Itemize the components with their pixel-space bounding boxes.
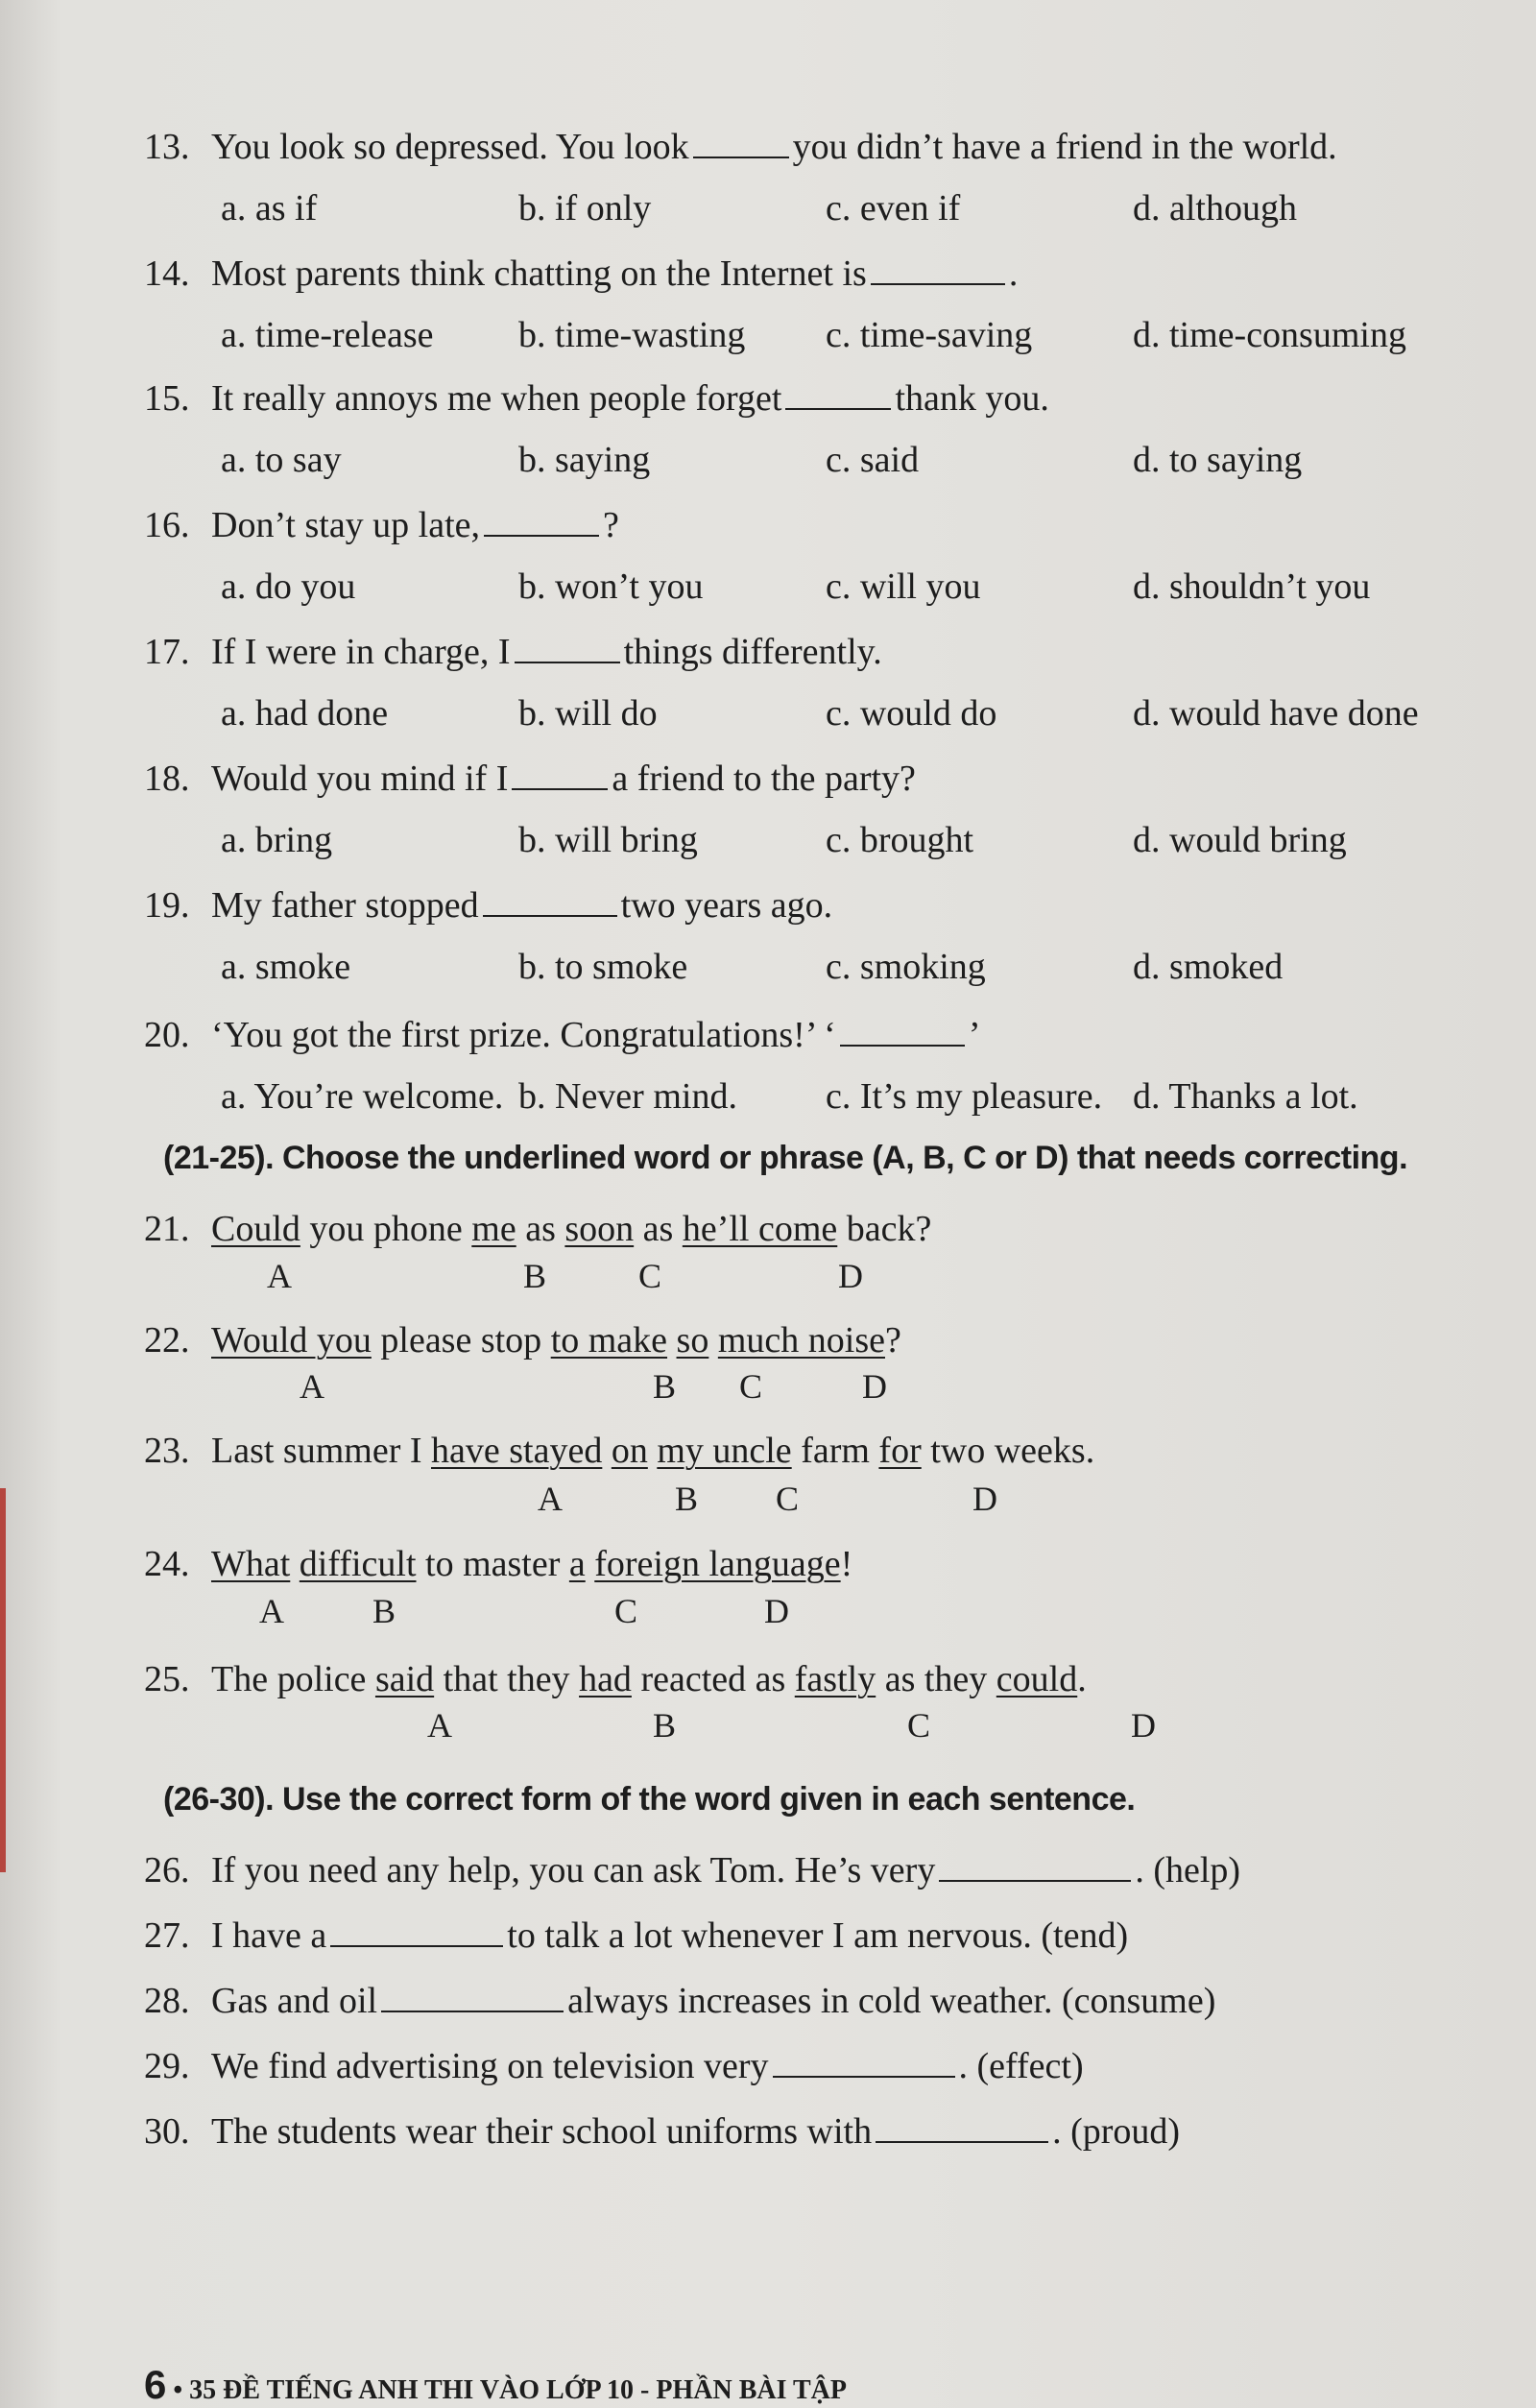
question-number: 27.	[144, 1915, 190, 1956]
option-b: b. saying	[518, 440, 651, 480]
text-part: ?	[884, 1320, 901, 1361]
option-a: a. bring	[221, 820, 333, 860]
text-part	[290, 1544, 300, 1584]
question-17	[144, 630, 882, 674]
text-part	[708, 1320, 718, 1361]
underlined-part-a: said	[374, 1659, 435, 1699]
question-19	[144, 883, 832, 927]
answer-blank	[871, 253, 1005, 285]
question-21	[144, 1207, 931, 1251]
text-part: as they	[876, 1659, 996, 1699]
option-d: d. although	[1133, 188, 1297, 229]
text-part: Last summer I	[211, 1431, 432, 1471]
option-d: d. would have done	[1133, 693, 1419, 734]
answer-blank	[512, 758, 608, 790]
option-a: a. time-release	[221, 315, 434, 355]
label-b: B	[653, 1367, 677, 1406]
underlined-part-a: have stayed	[431, 1431, 603, 1471]
option-a: a. as if	[221, 188, 318, 229]
question-number: 13.	[144, 127, 190, 167]
option-c: c. time-saving	[826, 315, 1033, 355]
option-c: c. brought	[826, 820, 974, 860]
question-number: 18.	[144, 759, 190, 799]
underlined-part-b: to make	[550, 1320, 668, 1361]
section-heading-21-25: (21-25). Choose the underlined word or phrase (A, B, C or D) that needs correcting.	[163, 1140, 1408, 1176]
question-24	[144, 1542, 852, 1586]
label-a: A	[427, 1706, 452, 1745]
underlined-part-c: so	[676, 1320, 709, 1361]
answer-blank	[876, 2110, 1048, 2143]
question-23	[144, 1429, 1094, 1473]
label-d: D	[764, 1592, 789, 1630]
text-part	[586, 1544, 595, 1584]
underlined-part-d: for	[878, 1431, 922, 1471]
option-c: c. will you	[826, 566, 981, 607]
question-28	[144, 1979, 1215, 2023]
text-part: .	[1077, 1659, 1087, 1699]
underlined-part-c: my uncle	[657, 1431, 792, 1471]
question-number: 19.	[144, 885, 190, 926]
option-a: a. smoke	[221, 947, 351, 987]
answer-blank	[484, 504, 599, 537]
label-c: C	[739, 1367, 763, 1406]
question-number: 14.	[144, 253, 190, 294]
question-30	[144, 2109, 1180, 2154]
underlined-part-c: soon	[564, 1209, 635, 1249]
answer-blank	[515, 631, 620, 663]
answer-blank	[840, 1014, 965, 1047]
label-a: A	[267, 1257, 292, 1295]
option-b: b. won’t you	[518, 566, 704, 607]
question-number: 28.	[144, 1981, 190, 2021]
label-d: D	[972, 1480, 997, 1518]
question-text: The students wear their school uniforms with	[211, 2111, 873, 2152]
label-a: A	[300, 1367, 324, 1406]
option-b: b. will do	[518, 693, 658, 734]
question-number: 25.	[144, 1659, 190, 1699]
label-d: D	[838, 1257, 863, 1295]
question-text: We find advertising on television very	[211, 2046, 769, 2086]
question-text: My father stopped	[211, 885, 479, 926]
section-heading-26-30: (26-30). Use the correct form of the word given in each sentence.	[163, 1781, 1136, 1818]
option-a: a. You’re welcome.	[221, 1076, 504, 1117]
underlined-part-a: Would you	[211, 1320, 372, 1361]
page-edge-mark	[0, 1488, 6, 1872]
question-number: 23.	[144, 1431, 190, 1471]
question-text: always increases in cold weather. (consume)	[567, 1981, 1216, 2021]
question-number: 29.	[144, 2046, 190, 2086]
option-b: b. to smoke	[518, 947, 688, 987]
option-c: c. smoking	[826, 947, 986, 987]
option-b: b. Never mind.	[518, 1076, 737, 1117]
text-part: back?	[837, 1209, 932, 1249]
label-c: C	[614, 1592, 638, 1630]
label-c: C	[907, 1706, 931, 1745]
option-b: b. if only	[518, 188, 652, 229]
text-part: to master	[416, 1544, 569, 1584]
text-part: please stop	[371, 1320, 551, 1361]
label-a: A	[259, 1592, 284, 1630]
question-text: Would you mind if I	[211, 759, 509, 799]
answer-blank	[785, 377, 891, 410]
question-text: ‘You got the first prize. Congratulations!’ ‘	[211, 1015, 836, 1055]
option-d: d. would bring	[1133, 820, 1347, 860]
answer-blank	[939, 1849, 1131, 1882]
page-footer	[144, 2362, 847, 2408]
option-c: c. even if	[826, 188, 961, 229]
option-a: a. had done	[221, 693, 389, 734]
option-d: d. Thanks a lot.	[1133, 1076, 1358, 1117]
underlined-part-d: could	[996, 1659, 1078, 1699]
question-18	[144, 757, 916, 801]
question-15	[144, 376, 1049, 421]
page-number: 6	[144, 2362, 167, 2407]
text-part	[602, 1431, 612, 1471]
question-number: 22.	[144, 1320, 190, 1361]
text-part: reacted as	[631, 1659, 795, 1699]
underlined-part-a: What	[211, 1544, 291, 1584]
question-14	[144, 252, 1018, 296]
label-c: C	[776, 1480, 800, 1518]
question-number: 16.	[144, 505, 190, 545]
label-b: B	[653, 1706, 677, 1745]
option-d: d. shouldn’t you	[1133, 566, 1371, 607]
question-13	[144, 125, 1337, 169]
question-26	[144, 1848, 1240, 1892]
question-text: . (effect)	[958, 2046, 1084, 2086]
answer-blank	[381, 1980, 564, 2012]
question-27	[144, 1914, 1128, 1958]
option-a: a. do you	[221, 566, 356, 607]
label-c: C	[638, 1257, 662, 1295]
question-text: . (help)	[1135, 1850, 1241, 1890]
underlined-part-b: difficult	[299, 1544, 417, 1584]
question-text: two years ago.	[620, 885, 833, 926]
answer-blank	[330, 1914, 503, 1947]
answer-blank	[693, 126, 789, 158]
underlined-part-d: he’ll come	[682, 1209, 838, 1249]
text-part: that they	[434, 1659, 580, 1699]
question-29	[144, 2044, 1084, 2088]
question-text: Gas and oil	[211, 1981, 378, 2021]
option-c: c. would do	[826, 693, 997, 734]
label-a: A	[538, 1480, 563, 1518]
text-part: !	[840, 1544, 853, 1584]
underlined-part-b: me	[471, 1209, 516, 1249]
question-text: Don’t stay up late,	[211, 505, 481, 545]
underlined-part-a: Could	[211, 1209, 300, 1249]
option-c: c. It’s my pleasure.	[826, 1076, 1103, 1117]
label-d: D	[1131, 1706, 1156, 1745]
footer-bullet: •	[173, 2375, 183, 2405]
text-part: as	[516, 1209, 565, 1249]
label-d: D	[862, 1367, 887, 1406]
question-text: ?	[603, 505, 619, 545]
underlined-part-c: a	[568, 1544, 586, 1584]
option-d: d. smoked	[1133, 947, 1284, 987]
question-20	[144, 1013, 980, 1057]
underlined-part-b: had	[579, 1659, 632, 1699]
question-number: 17.	[144, 632, 190, 672]
text-part: farm	[791, 1431, 879, 1471]
question-number: 24.	[144, 1544, 190, 1584]
text-part: you phone	[300, 1209, 472, 1249]
question-text: If you need any help, you can ask Tom. He’s very	[211, 1850, 936, 1890]
text-part	[648, 1431, 658, 1471]
underlined-part-b: on	[611, 1431, 648, 1471]
question-text: ’	[968, 1015, 981, 1055]
text-part: two weeks.	[921, 1431, 1095, 1471]
question-text: thank you.	[895, 378, 1049, 419]
question-22	[144, 1318, 901, 1362]
question-text: things differently.	[623, 632, 882, 672]
question-text: .	[1008, 253, 1019, 294]
option-b: b. time-wasting	[518, 315, 746, 355]
answer-blank	[773, 2045, 955, 2078]
underlined-part-c: fastly	[794, 1659, 876, 1699]
question-25	[144, 1657, 1087, 1701]
answer-blank	[483, 884, 617, 917]
label-b: B	[372, 1592, 396, 1630]
option-d: d. time-consuming	[1133, 315, 1406, 355]
question-number: 20.	[144, 1015, 190, 1055]
label-b: B	[675, 1480, 699, 1518]
question-text: If I were in charge, I	[211, 632, 511, 672]
question-text: to talk a lot whenever I am nervous. (tend)	[507, 1915, 1129, 1956]
text-part: as	[634, 1209, 683, 1249]
label-b: B	[523, 1257, 547, 1295]
question-number: 15.	[144, 378, 190, 419]
option-b: b. will bring	[518, 820, 698, 860]
question-number: 26.	[144, 1850, 190, 1890]
question-text: I have a	[211, 1915, 327, 1956]
question-text: a friend to the party?	[612, 759, 916, 799]
text-part	[667, 1320, 677, 1361]
option-d: d. to saying	[1133, 440, 1303, 480]
question-text: Most parents think chatting on the Internet is	[211, 253, 867, 294]
underlined-part-d: foreign language	[594, 1544, 841, 1584]
option-a: a. to say	[221, 440, 342, 480]
book-title: 35 ĐỀ TIẾNG ANH THI VÀO LỚP 10 - PHẦN BÀI TẬP	[189, 2375, 847, 2405]
question-text: It really annoys me when people forget	[211, 378, 782, 419]
option-c: c. said	[826, 440, 920, 480]
question-16	[144, 503, 619, 547]
question-number: 30.	[144, 2111, 190, 2152]
question-text: . (proud)	[1052, 2111, 1181, 2152]
text-part: The police	[211, 1659, 375, 1699]
question-number: 21.	[144, 1209, 190, 1249]
question-text: You look so depressed. You look	[211, 127, 689, 167]
question-text: you didn’t have a friend in the world.	[792, 127, 1337, 167]
underlined-part-d: much noise	[717, 1320, 885, 1361]
